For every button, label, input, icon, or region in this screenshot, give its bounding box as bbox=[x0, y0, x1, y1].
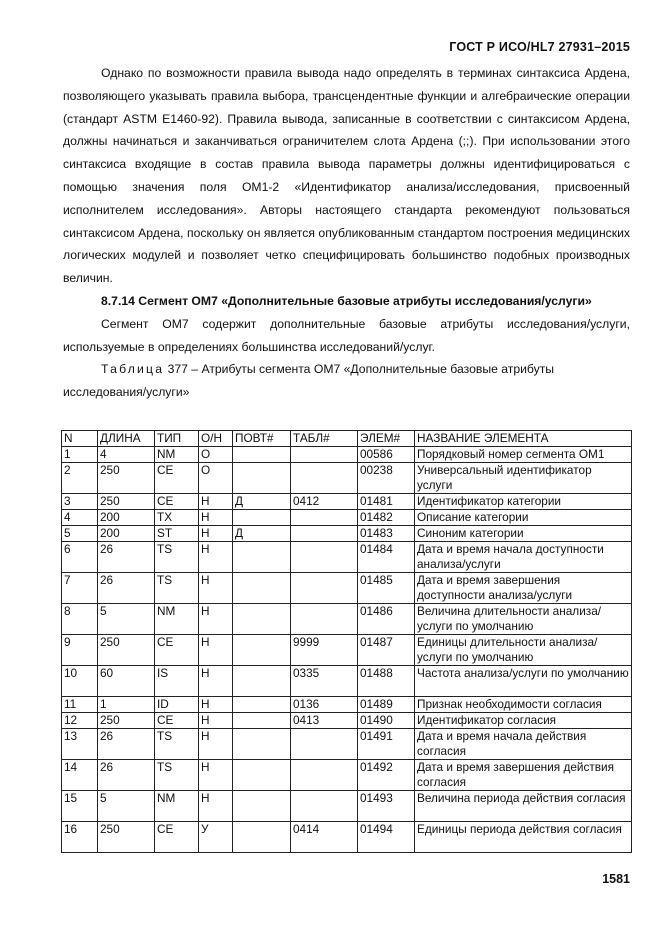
table-row bbox=[62, 510, 632, 526]
cell-element: 01485 bbox=[358, 573, 415, 604]
column-header: ТАБЛ# bbox=[291, 431, 358, 447]
cell-n: 6 bbox=[62, 542, 98, 573]
cell-length: 250 bbox=[98, 494, 155, 510]
section-heading: 8.7.14 Сегмент OM7 «Дополнительные базовые атрибуты исследования/услуги» bbox=[101, 293, 592, 308]
cell-element: 01490 bbox=[358, 713, 415, 729]
cell-optionality: Н bbox=[199, 791, 233, 822]
cell-name: Дата и время начала действия согласия bbox=[415, 729, 632, 760]
cell-optionality: Н bbox=[199, 729, 233, 760]
cell-element: 01489 bbox=[358, 697, 415, 713]
cell-name: Дата и время завершения доступности анализа/услуги bbox=[415, 573, 632, 604]
table-row bbox=[62, 760, 632, 791]
cell-repeat bbox=[233, 447, 291, 463]
cell-element: 01491 bbox=[358, 729, 415, 760]
column-header: ДЛИНА bbox=[98, 431, 155, 447]
cell-type: TX bbox=[155, 510, 199, 526]
cell-repeat bbox=[233, 697, 291, 713]
cell-repeat: Д bbox=[233, 494, 291, 510]
cell-n: 8 bbox=[62, 604, 98, 635]
cell-name: Дата и время начала доступности анализа/услуги bbox=[415, 542, 632, 573]
cell-repeat bbox=[233, 822, 291, 853]
cell-n: 10 bbox=[62, 666, 98, 697]
table-row bbox=[62, 526, 632, 542]
cell-type: TS bbox=[155, 760, 199, 791]
cell-name: Единицы периода действия согласия bbox=[415, 822, 632, 853]
cell-table: 0412 bbox=[291, 494, 358, 510]
cell-type: ST bbox=[155, 526, 199, 542]
cell-table: 0414 bbox=[291, 822, 358, 853]
cell-optionality: Н bbox=[199, 573, 233, 604]
table-row bbox=[62, 791, 632, 822]
cell-name: Синоним категории bbox=[415, 526, 632, 542]
cell-repeat bbox=[233, 666, 291, 697]
cell-element: 01487 bbox=[358, 635, 415, 666]
cell-name: Дата и время завершения действия согласия bbox=[415, 760, 632, 791]
table-row bbox=[62, 542, 632, 573]
cell-n: 11 bbox=[62, 697, 98, 713]
cell-type: TS bbox=[155, 729, 199, 760]
cell-length: 4 bbox=[98, 447, 155, 463]
cell-n: 7 bbox=[62, 573, 98, 604]
cell-n: 5 bbox=[62, 526, 98, 542]
table-row bbox=[62, 822, 632, 853]
table-row bbox=[62, 697, 632, 713]
cell-repeat bbox=[233, 542, 291, 573]
cell-type: CE bbox=[155, 494, 199, 510]
cell-table: 0335 bbox=[291, 666, 358, 697]
cell-n: 13 bbox=[62, 729, 98, 760]
cell-table: 0413 bbox=[291, 713, 358, 729]
table-body bbox=[62, 447, 632, 853]
table-row bbox=[62, 666, 632, 697]
cell-table: 0136 bbox=[291, 697, 358, 713]
cell-length: 26 bbox=[98, 573, 155, 604]
cell-optionality: О bbox=[199, 463, 233, 494]
cell-n: 2 bbox=[62, 463, 98, 494]
cell-type: NM bbox=[155, 604, 199, 635]
cell-length: 200 bbox=[98, 526, 155, 542]
table-row bbox=[62, 729, 632, 760]
cell-repeat bbox=[233, 463, 291, 494]
table-header-row bbox=[62, 431, 632, 447]
cell-type: CE bbox=[155, 463, 199, 494]
document-body bbox=[63, 62, 630, 404]
cell-element: 01484 bbox=[358, 542, 415, 573]
cell-n: 4 bbox=[62, 510, 98, 526]
cell-length: 250 bbox=[98, 713, 155, 729]
cell-n: 14 bbox=[62, 760, 98, 791]
cell-repeat bbox=[233, 791, 291, 822]
cell-optionality: Н bbox=[199, 494, 233, 510]
column-header: НАЗВАНИЕ ЭЛЕМЕНТА bbox=[415, 431, 632, 447]
cell-name: Величина длительности анализа/услуги по умолчанию bbox=[415, 604, 632, 635]
cell-table bbox=[291, 526, 358, 542]
cell-name: Величина периода действия согласия bbox=[415, 791, 632, 822]
cell-repeat bbox=[233, 604, 291, 635]
cell-length: 250 bbox=[98, 822, 155, 853]
cell-type: TS bbox=[155, 573, 199, 604]
cell-length: 1 bbox=[98, 697, 155, 713]
cell-element: 01493 bbox=[358, 791, 415, 822]
cell-length: 26 bbox=[98, 729, 155, 760]
cell-type: CE bbox=[155, 822, 199, 853]
cell-n: 12 bbox=[62, 713, 98, 729]
column-header: О/Н bbox=[199, 431, 233, 447]
cell-optionality: У bbox=[199, 822, 233, 853]
cell-type: TS bbox=[155, 542, 199, 573]
cell-n: 9 bbox=[62, 635, 98, 666]
cell-length: 250 bbox=[98, 635, 155, 666]
cell-element: 01492 bbox=[358, 760, 415, 791]
cell-n: 16 bbox=[62, 822, 98, 853]
cell-element: 01488 bbox=[358, 666, 415, 697]
cell-element: 01482 bbox=[358, 510, 415, 526]
column-header: N bbox=[62, 431, 98, 447]
cell-length: 250 bbox=[98, 463, 155, 494]
table-caption-label: Таблица bbox=[101, 362, 165, 377]
cell-table bbox=[291, 791, 358, 822]
cell-optionality: Н bbox=[199, 604, 233, 635]
cell-table bbox=[291, 542, 358, 573]
cell-length: 5 bbox=[98, 604, 155, 635]
cell-table: 9999 bbox=[291, 635, 358, 666]
table-row bbox=[62, 573, 632, 604]
table-row bbox=[62, 604, 632, 635]
cell-length: 26 bbox=[98, 542, 155, 573]
table-caption bbox=[63, 358, 630, 404]
cell-optionality: Н bbox=[199, 760, 233, 791]
cell-element: 01494 bbox=[358, 822, 415, 853]
cell-table bbox=[291, 760, 358, 791]
cell-n: 15 bbox=[62, 791, 98, 822]
cell-element: 00238 bbox=[358, 463, 415, 494]
cell-repeat: Д bbox=[233, 526, 291, 542]
cell-table bbox=[291, 447, 358, 463]
cell-optionality: Н bbox=[199, 713, 233, 729]
cell-optionality: Н bbox=[199, 666, 233, 697]
document-header: ГОСТ Р ИСО/HL7 27931–2015 bbox=[449, 40, 630, 54]
cell-repeat bbox=[233, 713, 291, 729]
cell-length: 5 bbox=[98, 791, 155, 822]
column-header: ТИП bbox=[155, 431, 199, 447]
cell-name: Частота анализа/услуги по умолчанию bbox=[415, 666, 632, 697]
cell-length: 26 bbox=[98, 760, 155, 791]
paragraph-om7-description: Сегмент OM7 содержит дополнительные базовые атрибуты исследования/услуги, используемые в определениях большинства исследований/услуг. bbox=[63, 316, 630, 354]
cell-table bbox=[291, 729, 358, 760]
cell-name: Идентификатор согласия bbox=[415, 713, 632, 729]
cell-repeat bbox=[233, 635, 291, 666]
cell-n: 1 bbox=[62, 447, 98, 463]
cell-table bbox=[291, 604, 358, 635]
cell-type: NM bbox=[155, 447, 199, 463]
cell-name: Признак необходимости согласия bbox=[415, 697, 632, 713]
table-row bbox=[62, 494, 632, 510]
cell-name: Описание категории bbox=[415, 510, 632, 526]
column-header: ЭЛЕМ# bbox=[358, 431, 415, 447]
cell-optionality: Н bbox=[199, 542, 233, 573]
table-row bbox=[62, 635, 632, 666]
cell-type: CE bbox=[155, 635, 199, 666]
cell-element: 01483 bbox=[358, 526, 415, 542]
table-row bbox=[62, 463, 632, 494]
cell-optionality: Н bbox=[199, 635, 233, 666]
table-caption-text: 377 – Атрибуты сегмента OM7 «Дополнительные базовые атрибуты исследования/услуги» bbox=[63, 362, 555, 400]
cell-table bbox=[291, 573, 358, 604]
cell-optionality: Н bbox=[199, 510, 233, 526]
column-header: ПОВТ# bbox=[233, 431, 291, 447]
cell-name: Идентификатор категории bbox=[415, 494, 632, 510]
cell-type: ID bbox=[155, 697, 199, 713]
cell-name: Универсальный идентификатор услуги bbox=[415, 463, 632, 494]
cell-n: 3 bbox=[62, 494, 98, 510]
cell-repeat bbox=[233, 729, 291, 760]
cell-optionality: Н bbox=[199, 526, 233, 542]
cell-length: 60 bbox=[98, 666, 155, 697]
paragraph-arden-syntax: Однако по возможности правила вывода надо определять в терминах синтаксиса Ардена, позволяющего указывать правила выбора, трансцендентные функции и алгебраические операции (стандарт ASTM E1460-92). Правила вывода, записанные в соответствии с синтаксисом Ардена, должны начинаться и заканчиваться ограничителем слота Ардена (;;). При использовании этого синтаксиса входящие в состав правила вывода параметры должны идентифицироваться с помощью значения поля OM1-2 «Идентификатор анализа/исследования, присвоенный исполнителем исследования». Авторы настоящего стандарта рекомендуют пользоваться синтаксисом Ардена, поскольку он является опубликованным стандартом построения медицинских логических модулей и позволяет четко специфицировать большинство подобных производных величин. bbox=[63, 66, 630, 286]
table-row bbox=[62, 713, 632, 729]
cell-table bbox=[291, 463, 358, 494]
page-number: 1581 bbox=[602, 872, 630, 886]
cell-optionality: О bbox=[199, 447, 233, 463]
cell-element: 00586 bbox=[358, 447, 415, 463]
cell-table bbox=[291, 510, 358, 526]
cell-type: NM bbox=[155, 791, 199, 822]
cell-type: CE bbox=[155, 713, 199, 729]
cell-element: 01481 bbox=[358, 494, 415, 510]
cell-optionality: Н bbox=[199, 697, 233, 713]
cell-length: 200 bbox=[98, 510, 155, 526]
om7-attributes-table bbox=[61, 430, 632, 853]
cell-type: IS bbox=[155, 666, 199, 697]
cell-name: Порядковый номер сегмента OM1 bbox=[415, 447, 632, 463]
cell-repeat bbox=[233, 573, 291, 604]
cell-repeat bbox=[233, 510, 291, 526]
cell-name: Единицы длительности анализа/услуги по умолчанию bbox=[415, 635, 632, 666]
cell-repeat bbox=[233, 760, 291, 791]
cell-element: 01486 bbox=[358, 604, 415, 635]
table-row bbox=[62, 447, 632, 463]
